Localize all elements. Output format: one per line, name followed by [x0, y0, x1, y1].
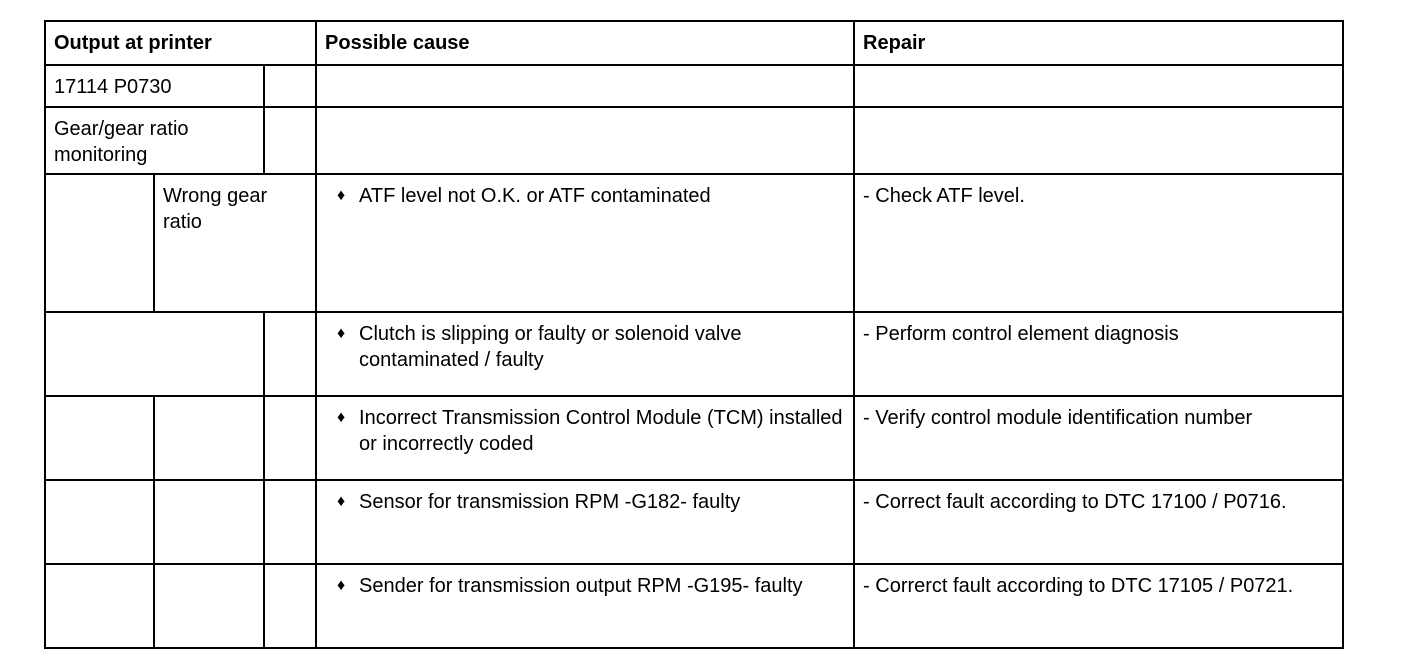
diamond-bullet-icon: ♦	[337, 493, 346, 510]
header-output-at-printer: Output at printer	[45, 21, 316, 65]
cause-text: Clutch is slipping or faulty or solenoid valve contaminated / faulty	[359, 323, 742, 371]
cause-text: Sensor for transmission RPM -G182- faulty	[359, 491, 741, 513]
cause-cell	[316, 174, 854, 312]
table-row	[45, 312, 1343, 396]
empty-cell	[316, 107, 854, 174]
repair-cell: - Correrct fault according to DTC 17105 / P0721.	[854, 564, 1343, 648]
table-row	[45, 480, 1343, 564]
empty-cell	[45, 396, 154, 480]
empty-cell	[264, 312, 316, 396]
cause-cell	[316, 564, 854, 648]
empty-cell	[264, 564, 316, 648]
table-row	[45, 564, 1343, 648]
cause-cell	[316, 312, 854, 396]
cause-text: Sender for transmission output RPM -G195- faulty	[359, 575, 803, 597]
empty-cell	[45, 480, 154, 564]
empty-cell	[264, 107, 316, 174]
table-row-monitoring	[45, 107, 1343, 174]
cause-cell	[316, 480, 854, 564]
diamond-bullet-icon: ♦	[337, 325, 346, 342]
empty-cell	[154, 480, 264, 564]
empty-cell	[45, 564, 154, 648]
cause-bullet-line	[325, 573, 845, 599]
empty-cell	[854, 107, 1343, 174]
diamond-bullet-icon: ♦	[337, 577, 346, 594]
empty-cell	[154, 564, 264, 648]
empty-cell	[854, 65, 1343, 107]
empty-cell	[264, 65, 316, 107]
fault-code-cell: 17114 P0730	[45, 65, 264, 107]
diamond-bullet-icon: ♦	[337, 187, 346, 204]
empty-cell	[154, 396, 264, 480]
table-row-code	[45, 65, 1343, 107]
repair-cell: - Verify control module identification number	[854, 396, 1343, 480]
symptom-cell: Wrong gear ratio	[154, 174, 316, 312]
header-repair: Repair	[854, 21, 1343, 65]
cause-bullet-line	[325, 183, 845, 209]
empty-cell	[264, 396, 316, 480]
monitoring-cell: Gear/gear ratio monitoring	[45, 107, 264, 174]
repair-cell: - Correct fault according to DTC 17100 / P0716.	[854, 480, 1343, 564]
table-row	[45, 174, 1343, 312]
repair-cell: - Check ATF level.	[854, 174, 1343, 312]
cause-bullet-line	[325, 405, 845, 457]
table-header-row	[45, 21, 1343, 65]
cause-text: Incorrect Transmission Control Module (TCM) installed or incorrectly coded	[359, 407, 843, 455]
empty-cell	[45, 312, 264, 396]
fault-code-table	[44, 20, 1344, 649]
empty-cell	[264, 480, 316, 564]
repair-cell: - Perform control element diagnosis	[854, 312, 1343, 396]
empty-cell	[316, 65, 854, 107]
cause-cell	[316, 396, 854, 480]
diamond-bullet-icon: ♦	[337, 409, 346, 426]
cause-bullet-line	[325, 321, 845, 373]
cause-bullet-line	[325, 489, 845, 515]
header-possible-cause: Possible cause	[316, 21, 854, 65]
cause-text: ATF level not O.K. or ATF contaminated	[359, 185, 711, 207]
empty-cell	[45, 174, 154, 312]
table-row	[45, 396, 1343, 480]
